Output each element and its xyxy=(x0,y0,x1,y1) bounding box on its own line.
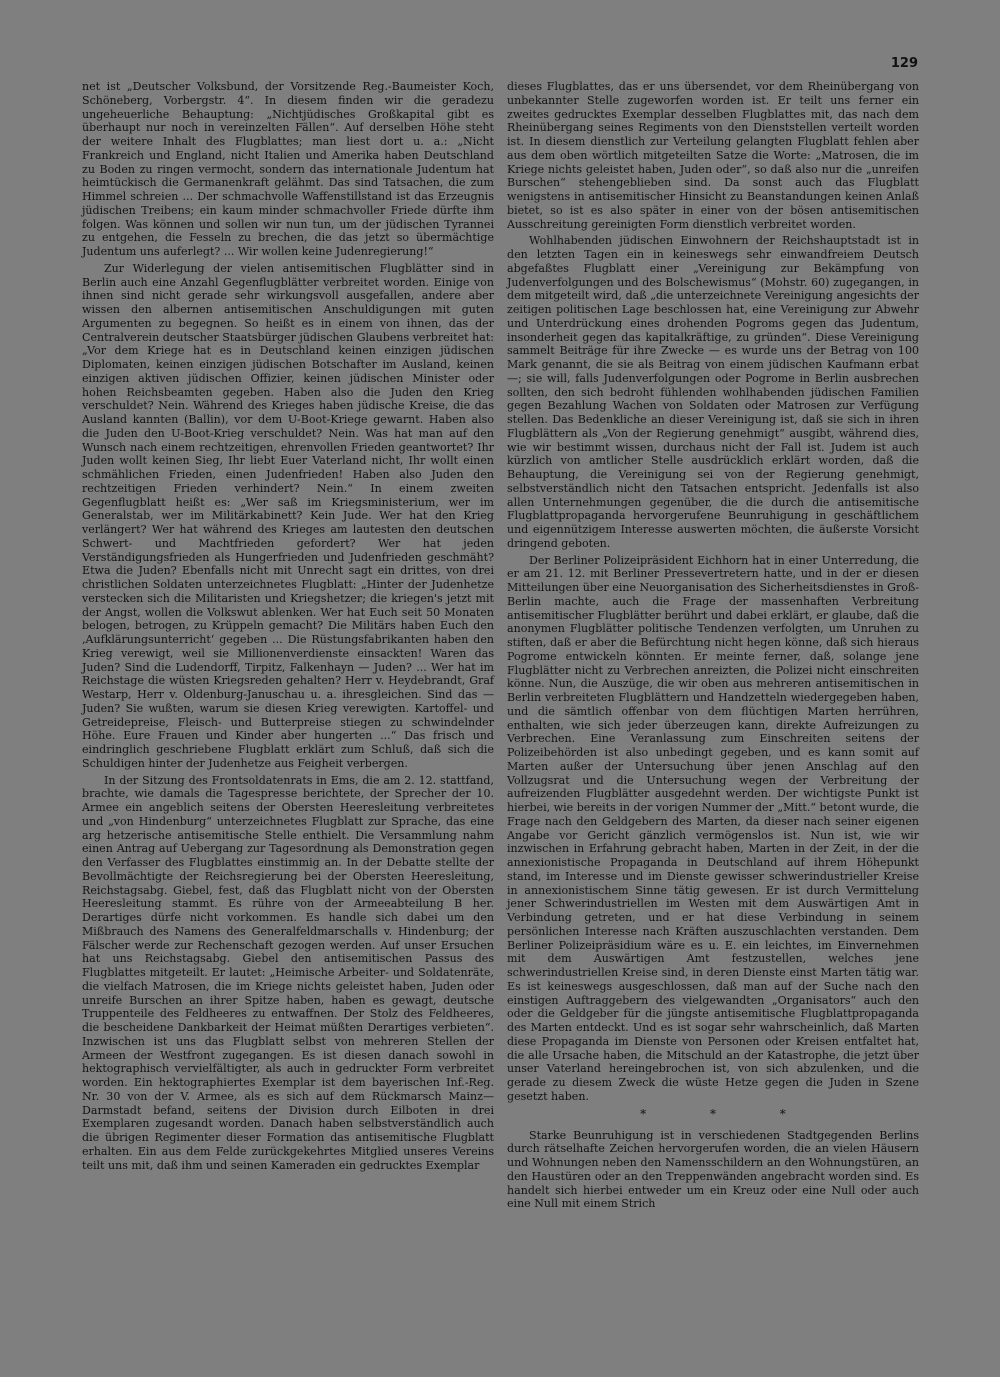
paragraph: dieses Flugblattes, das er uns übersendet, vor dem Rheinübergang von unbekannter Stelle zugeworfen worden ist. Er teilt uns ferner ein zweites gedrucktes Exemplar desselben Flugblattes mit, das nach dem Rheinübergang seines Regiments von den Dienststellen verteilt worden ist. In diesem dienstlich zur Verteilung gelangten Flugblatt fehlen aber aus dem oben wörtlich mitgeteilten Satze die Worte: „Matrosen, die im Kriege nichts geleistet haben, Juden oder“, so daß also nur die „unreifen Burschen“ stehengeblieben sind. Da sonst auch das Flugblatt wenigstens in antisemitischer Hinsicht zu Beanstandungen keinen Anlaß bietet, so ist es also später in einer von der bösen antisemitischen Ausschreitung gereinigten Form dienstlich verbreitet worden. xyxy=(507,80,919,231)
paragraph: In der Sitzung des Frontsoldatenrats in Ems, die am 2. 12. stattfand, brachte, wie damals die Tagespresse berichtete, der Sprecher der 10. Armee ein angeblich seitens der Obersten Heeresleitung verbreitetes und „von Hindenburg“ unterzeichnetes Flugblatt zur Sprache, das eine arg hetzerische antisemitische Stelle enthielt. Die Versammlung nahm einen Antrag auf Uebergang zur Tagesordnung als Demonstration gegen den Verfasser des Flugblattes einstimmig an. In der Debatte stellte der Bevollmächtigte der Reichsregierung bei der Obersten Heeresleitung, Reichstagsabg. Giebel, fest, daß das Flugblatt nicht von der Obersten Heeresleitung stammt. Es rühre von der Armeeabteilung B her. Derartiges dürfe nicht vorkommen. Es handle sich dabei um den Mißbrauch des Namens des Generalfeldmarschalls v. Hindenburg; der Fälscher werde zur Rechenschaft gezogen werden. Auf unser Ersuchen hat uns Reichstagsabg. Giebel den antisemitischen Passus des Flugblattes mitgeteilt. Er lautet: „Heimische Arbeiter- und Soldatenräte, die vielfach Matrosen, die im Kriege nichts geleistet haben, Juden oder unreife Burschen an ihrer Spitze haben, haben es gewagt, deutsche Truppenteile des Feldheeres zu entwaffnen. Der Stolz des Feldheeres, die bescheidene Dankbarkeit der Heimat müßten Derartiges verbieten“. Inzwischen ist uns das Flugblatt selbst von mehreren Stellen der Armeen der Westfront zugegangen. Es ist diesen danach sowohl in hektographisch vervielfältigter, als auch in gedruckter Form verbreitet worden. Ein hektographiertes Exemplar ist dem bayerischen Inf.-Reg. Nr. 30 von der V. Armee, als es sich auf dem Rückmarsch Mainz—Darmstadt befand, seitens der Division durch Eilboten in drei Exemplaren zugesandt worden. Danach haben selbstverständlich auch die übrigen Regimenter dieser Formation das antisemitische Flugblatt erhalten. Ein aus dem Felde zurückgekehrtes Mitglied unseres Vereins teilt uns mit, daß ihm und seinen Kameraden ein gedrucktes Exemplar xyxy=(82,773,494,1172)
paragraph: Der Berliner Polizeipräsident Eichhorn hat in einer Unterredung, die er am 21. 12. mit Berliner Pressevertretern hatte, und in der er diesen Mitteilungen über eine Neuorganisation des Sicherheitsdienstes in Groß-Berlin machte, auch die Frage der massenhaften Verbreitung antisemitischer Flugblätter berührt und dabei erklärt, er glaube, daß die anonymen Flugblätter politische Tendenzen verfolgten, um Unruhen zu stiften, daß er aber die Befürchtung nicht hegen könne, daß sich hieraus Pogrome entwickeln könnten. Er meinte ferner, daß, solange jene Flugblätter nicht zu Verbrechen anreizten, die Polizei nicht einschreiten könne. Nun, die Auszüge, die wir oben aus mehreren antisemitischen in Berlin verbreiteten Flugblättern und Handzetteln wiedergegeben haben, und die sämtlich offenbar von dem flüchtigen Marten herrühren, enthalten, wie sich jeder überzeugen kann, direkte Aufreizungen zu Verbrechen. Eine Veranlassung zum Einschreiten seitens der Polizeibehörden ist also unbedingt gegeben, und es kann somit auf Marten außer der Untersuchung über jenen Anschlag auf den Vollzugsrat und die Untersuchung wegen der Verbreitung der aufreizenden Flugblätter ausgedehnt werden. Der wichtigste Punkt ist hierbei, wie bereits in der vorigen Nummer der „Mitt.“ betont wurde, die Frage nach den Geldgebern des Marten, da dieser nach seiner eigenen Angabe vor Gericht gänzlich vermögenslos ist. Nun ist, wie wir inzwischen in Erfahrung gebracht haben, Marten in der Zeit, in der die annexionistische Propaganda in Deutschland auf ihrem Höhepunkt stand, im Interesse und im Dienste gewisser schwerindustrieller Kreise in annexionistischem Sinne tätig gewesen. Er ist durch Vermittelung jener Schwerindustriellen im Westen mit dem Auswärtigen Amt in Verbindung getreten, und er hat diese Verbindung in seinem persönlichen Interesse nach Kräften auszuschlachten verstanden. Dem Berliner Polizeipräsidium wäre es u. E. ein leichtes, im Einvernehmen mit dem Auswärtigen Amt festzustellen, welches jene schwerindustriellen Kreise sind, in deren Dienste einst Marten tätig war. Es ist keineswegs ausgeschlossen, daß man auf der Suche nach den einstigen Auftraggebern des vielgewandten „Organisators“ auch den oder die Geldgeber für die jüngste antisemitische Flugblattpropaganda des Marten entdeckt. Und es ist sogar sehr wahrscheinlich, daß Marten diese Propaganda im Dienste von Personen oder Kreisen entfaltet hat, die alle Ursache haben, die Mitschuld an der Katastrophe, die jetzt über unser Vaterland hereingebrochen ist, von sich abzulenken, und die gerade zu diesem Zweck die wüste Hetze gegen die Juden in Szene gesetzt haben. xyxy=(507,553,920,1103)
paragraph: net ist „Deutscher Volksbund, der Vorsitzende Reg.-Baumeister Koch, Schöneberg, Vorbergstr. 4“. In diesem finden wir die geradezu ungeheuerliche Behauptung: „Nichtjüdisches Großkapital gibt es überhaupt nur noch in vereinzelten Fällen“. Auf derselben Höhe steht der weitere Inhalt des Flugblattes; man liest dort u. a.: „Nicht Frankreich und England, nicht Italien und Amerika haben Deutschland zu Boden zu ringen vermocht, sondern das internationale Judentum hat heimtückisch die Germanenkraft gelähmt. Das sind Tatsachen, die zum Himmel schreien ... Der schmachvolle Waffenstillstand ist das Erzeugnis jüdischen Treibens; ein kaum minder schmachvoller Friede dürfte ihm folgen. Was können und sollen wir nun tun, um der jüdischen Tyrannei zu entgehen, die Fesseln zu brechen, die das jetzt so übermächtige Judentum uns auferlegt? ... Wir wollen keine Judenregierung!“ xyxy=(82,80,494,258)
paragraph: Starke Beunruhigung ist in verschiedenen Stadtgegenden Berlins durch rätselhafte Zeichen hervorgerufen worden, die an vielen Häusern und Wohnungen neben den Namensschildern an den Wohnungstüren, an den Haustüren oder an den Treppenwänden angebracht worden sind. Es handelt sich hierbei entweder um ein Kreuz oder eine Null oder auch eine Null mit einem Strich xyxy=(507,1128,919,1211)
left-column xyxy=(82,80,494,1172)
right-column xyxy=(507,80,919,1211)
page-number: 129 xyxy=(890,56,918,71)
section-separator: * * * xyxy=(640,1106,816,1121)
paragraph: Zur Widerlegung der vielen antisemitischen Flugblätter sind in Berlin auch eine Anzahl Gegenflugblätter verbreitet worden. Einige von ihnen sind nicht gerade sehr wirkungsvoll ausgefallen, andere aber wissen den albernen antisemitischen Anschuldigungen mit guten Argumenten zu begegnen. So heißt es in einem von ihnen, das der Centralverein deutscher Staatsbürger jüdischen Glaubens verbreitet hat: „Vor dem Kriege hat es in Deutschland keinen einzigen jüdischen Diplomaten, keinen einzigen jüdischen Botschafter im Ausland, keinen einzigen aktiven jüdischen Offizier, keinen jüdischen Minister oder hohen Reichsbeamten gegeben. Haben also die Juden den Krieg verschuldet? Nein. Während des Krieges haben jüdische Kreise, die das Ausland kannten (Ballin), vor dem U-Boot-Kriege gewarnt. Haben also die Juden den U-Boot-Krieg verschuldet? Nein. Was hat man auf den Wunsch nach einem rechtzeitigen, ehrenvollen Frieden geantwortet? Ihr Juden wollt keinen Sieg, Ihr liebt Euer Vaterland nicht, Ihr wollt einen schmählichen Frieden, einen Judenfrieden! Haben also Juden den rechtzeitigen Frieden verhindert? Nein.“ In einem zweiten Gegenflugblatt heißt es: „Wer saß im Kriegsministerium, wer im Generalstab, wer im Militärkabinett? Kein Jude. Wer hat den Krieg verlängert? Wer hat während des Krieges am lautesten den deutschen Schwert- und Machtfrieden gefordert? Wer hat jeden Verständigungsfrieden als Hungerfrieden und Judenfrieden geschmäht? Etwa die Juden? Ebenfalls nicht mit Unrecht sagt ein drittes, von drei christlichen Soldaten unterzeichnetes Flugblatt: „Hinter der Judenhetze verstecken sich die Militaristen und Kriegshetzer; die kriegen's jetzt mit der Angst, wollen die Volkswut ablenken. Wer hat Euch seit 50 Monaten belogen, betrogen, zu Krüppeln gemacht? Die Militärs haben Euch den ‚Aufklärungsunterricht‘ gegeben ... Die Rüstungsfabrikanten haben den Krieg verewigt, weil sie Millionenverdienste einsackten! Waren das Juden? Sind die Ludendorff, Tirpitz, Falkenhayn — Juden? ... Wer hat im Reichstage die wüsten Kriegsreden gehalten? Herr v. Heydebrandt, Graf Westarp, Herr v. Oldenburg-Januschau u. a. ihresgleichen. Sind das — Juden? Sie wußten, warum sie diesen Krieg verewigten. Kartoffel- und Getreidepreise, Fleisch- und Butterpreise stiegen zu schwindelnder Höhe. Eure Frauen und Kinder aber hungerten ...“ Das frisch und eindringlich geschriebene Flugblatt erklärt zum Schluß, daß sich die Schuldigen hinter der Judenhetze aus Feigheit verbergen. xyxy=(82,261,494,770)
paragraph: Wohlhabenden jüdischen Einwohnern der Reichshauptstadt ist in den letzten Tagen ein in keineswegs sehr einwandfreiem Deutsch abgefaßtes Flugblatt einer „Vereinigung zur Bekämpfung von Judenverfolgungen und des Bolschewismus“ (Mohstr. 60) zugegangen, in dem mitgeteilt wird, daß „die unterzeichnete Vereinigung angesichts der zeitigen politischen Lage beschlossen hat, eine Vereinigung zur Abwehr und Unterdrückung eines drohenden Pogroms gegen das Judentum, insonderheit gegen das kapitalkräftige, zu gründen“. Diese Vereinigung sammelt Beiträge für ihre Zwecke — es wurde uns der Betrag von 100 Mark genannt, die sie als Beitrag von einem jüdischen Kaufmann erbat —; sie will, falls Judenverfolgungen oder Pogrome in Berlin ausbrechen sollten, den sich bedroht fühlenden wohlhabenden jüdischen Familien gegen Bezahlung Wachen von Soldaten oder Matrosen zur Verfügung stellen. Das Bedenkliche an dieser Vereinigung ist, daß sie sich in ihren Flugblättern als „Von der Regierung genehmigt“ ausgibt, während dies, wie wir bestimmt wissen, durchaus nicht der Fall ist. Judem ist auch kürzlich von amtlicher Stelle ausdrücklich erklärt worden, daß die Behauptung, die Vereinigung sei von der Regierung genehmigt, selbstverständlich nicht den Tatsachen entspricht. Jedenfalls ist also allen Unternehmungen gegenüber, die die durch die antisemitische Flugblattpropaganda hervorgerufene Beunruhigung in geschäftlichem und eigennützigem Interesse auswerten möchten, die äußerste Vorsicht dringend geboten. xyxy=(507,234,919,550)
